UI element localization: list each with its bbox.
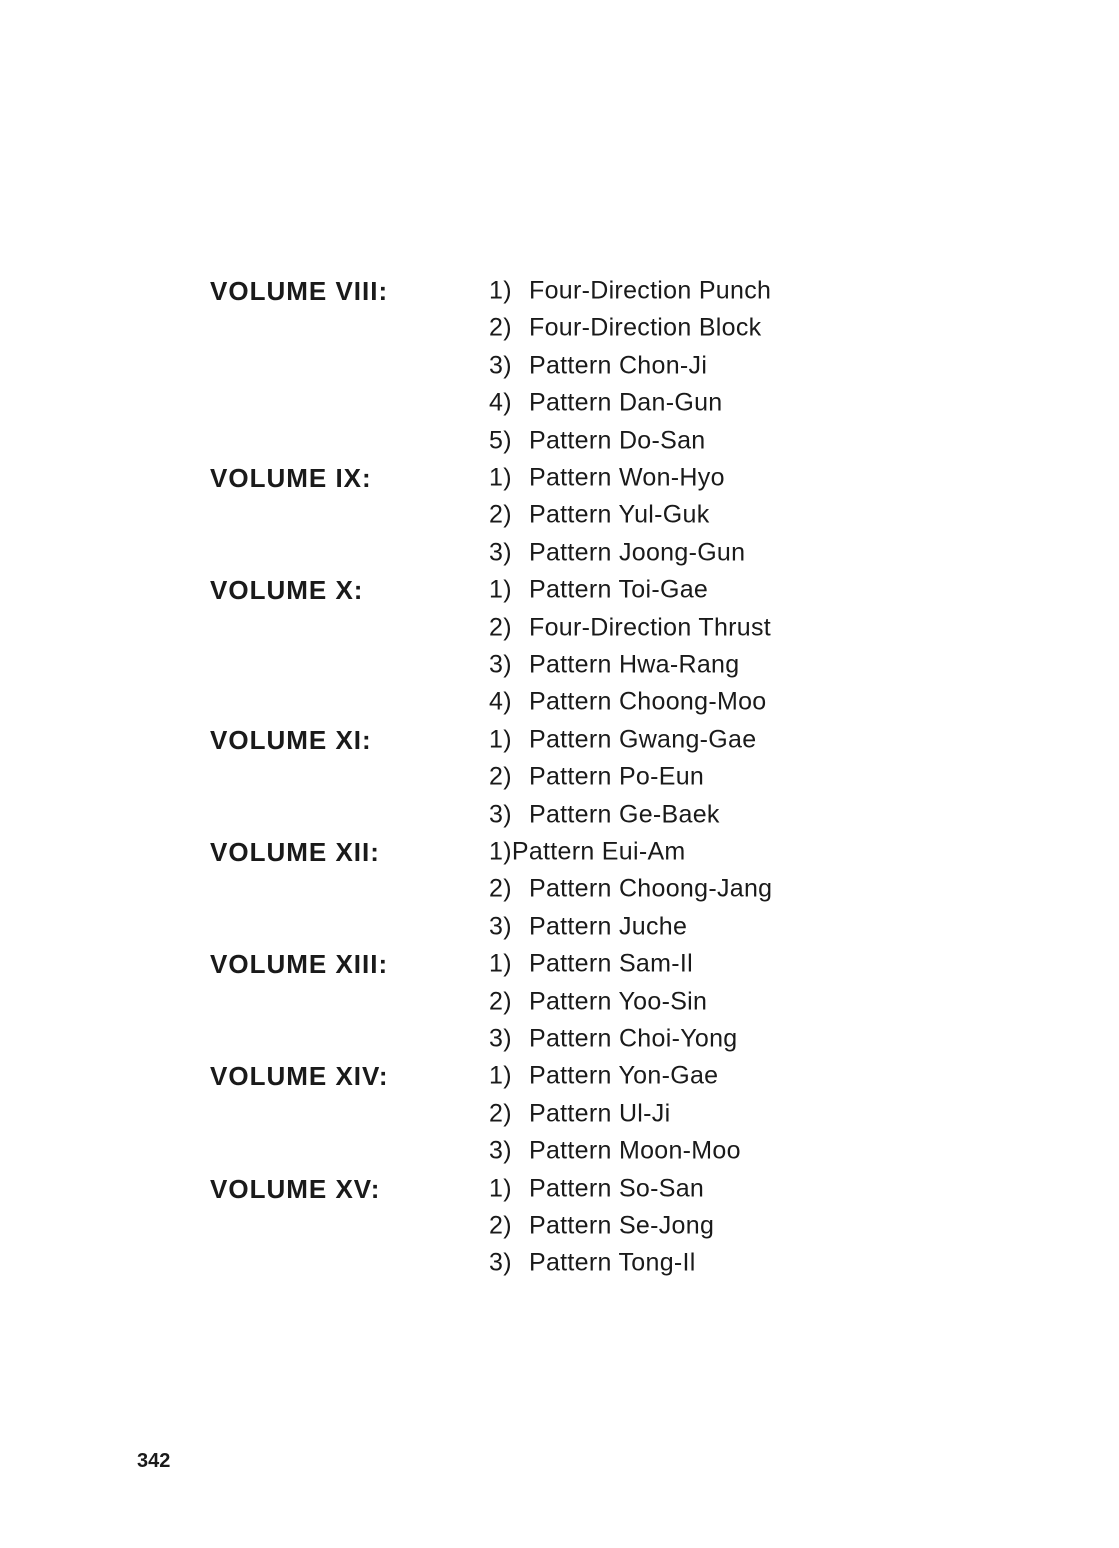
list-item — [489, 949, 693, 978]
volume-label: VOLUME XV: — [210, 1173, 381, 1204]
volume-label: VOLUME IX: — [210, 463, 372, 493]
list-item — [489, 1024, 738, 1053]
item-title: Pattern Yul-Guk — [529, 500, 710, 529]
list-item — [489, 276, 772, 305]
item-number: 5) — [489, 426, 512, 455]
volume-label: VOLUME XIV: — [210, 1061, 389, 1092]
item-title: Four-Direction Punch — [529, 276, 772, 305]
list-item — [489, 353, 707, 378]
item-title: Pattern Yon-Gae — [529, 1061, 719, 1090]
item-title: Pattern Po-Eun — [529, 762, 705, 791]
item-title: Pattern Eui-Am — [511, 837, 686, 866]
list-item — [489, 989, 707, 1014]
item-number: 1) — [489, 725, 512, 754]
list-item — [489, 1176, 704, 1201]
item-title: Pattern Chon-Ji — [529, 351, 708, 380]
item-number: 1) — [489, 949, 512, 978]
item-title: Four-Direction Block — [529, 313, 762, 342]
item-number: 3) — [489, 538, 512, 567]
list-item — [489, 874, 773, 903]
list-item — [489, 428, 706, 453]
item-number: 1) — [489, 1061, 512, 1090]
item-title: Pattern Ge-Baek — [529, 800, 720, 829]
item-title: Pattern Toi-Gae — [529, 575, 709, 604]
item-number: 1) — [489, 276, 512, 305]
list-item — [489, 463, 725, 492]
list-item — [489, 575, 709, 604]
item-title: Pattern Yoo-Sin — [529, 987, 708, 1016]
item-number: 2) — [489, 762, 512, 791]
item-number: 1) — [489, 463, 512, 492]
list-item — [489, 1061, 719, 1090]
item-number: 2) — [489, 1211, 512, 1240]
volume-label: VOLUME VIII: — [210, 276, 389, 306]
item-title: Pattern Gwang-Gae — [529, 725, 757, 754]
item-number: 2) — [489, 613, 512, 642]
item-title: Pattern Tong-Il — [529, 1248, 696, 1277]
item-number: 2) — [489, 313, 512, 342]
volume-label: VOLUME XI: — [210, 724, 372, 755]
list-item — [489, 313, 762, 342]
item-number: 3) — [489, 912, 512, 941]
list-item — [489, 1101, 670, 1126]
item-title: Pattern Juche — [529, 912, 688, 941]
item-title: Pattern Hwa-Rang — [529, 650, 740, 679]
list-item — [489, 1248, 696, 1277]
item-title: Pattern So-San — [529, 1174, 705, 1203]
item-title: Pattern Won-Hyo — [529, 463, 725, 492]
item-number: 3) — [489, 1136, 512, 1165]
item-number: 2) — [489, 1099, 512, 1128]
item-number: 1) — [489, 1174, 512, 1203]
list-item — [489, 500, 710, 529]
list-item — [489, 687, 767, 716]
list-item — [489, 727, 756, 752]
item-title: Pattern Ul-Ji — [529, 1099, 671, 1128]
item-number: 4) — [489, 687, 512, 716]
item-number: 3) — [489, 351, 512, 380]
item-title: Pattern Dan-Gun — [529, 388, 723, 417]
item-title: Pattern Choi-Yong — [529, 1024, 738, 1053]
list-item — [489, 650, 740, 679]
volume-label: VOLUME XIII: — [210, 949, 389, 980]
item-number: 3) — [489, 800, 512, 829]
item-title: Pattern Do-San — [529, 426, 706, 455]
item-title: Pattern Se-Jong — [529, 1211, 715, 1240]
list-item — [489, 1136, 741, 1165]
volume-label: VOLUME X: — [210, 575, 364, 606]
item-title: Pattern Sam-Il — [529, 949, 693, 978]
list-item — [489, 388, 723, 417]
list-item — [489, 762, 705, 791]
list-item — [489, 540, 745, 565]
item-number: 2) — [489, 500, 512, 529]
item-title: Four-Direction Thrust — [529, 613, 772, 642]
item-number: 1) — [489, 837, 512, 866]
list-item — [489, 802, 720, 827]
item-title: Pattern Joong-Gun — [529, 538, 746, 567]
list-item — [489, 837, 686, 866]
item-title: Pattern Choong-Moo — [529, 687, 767, 716]
list-item — [489, 1211, 715, 1240]
item-number: 2) — [489, 874, 512, 903]
item-number: 3) — [489, 1024, 512, 1053]
item-title: Pattern Choong-Jang — [529, 874, 773, 903]
item-number: 3) — [489, 1248, 512, 1277]
list-item — [489, 615, 771, 640]
list-item — [489, 914, 687, 939]
item-number: 1) — [489, 575, 512, 604]
volume-label: VOLUME XII: — [210, 837, 380, 867]
item-title: Pattern Moon-Moo — [529, 1136, 741, 1165]
item-number: 2) — [489, 987, 512, 1016]
page-number: 342 — [137, 1450, 171, 1472]
item-number: 3) — [489, 650, 512, 679]
item-number: 4) — [489, 388, 512, 417]
